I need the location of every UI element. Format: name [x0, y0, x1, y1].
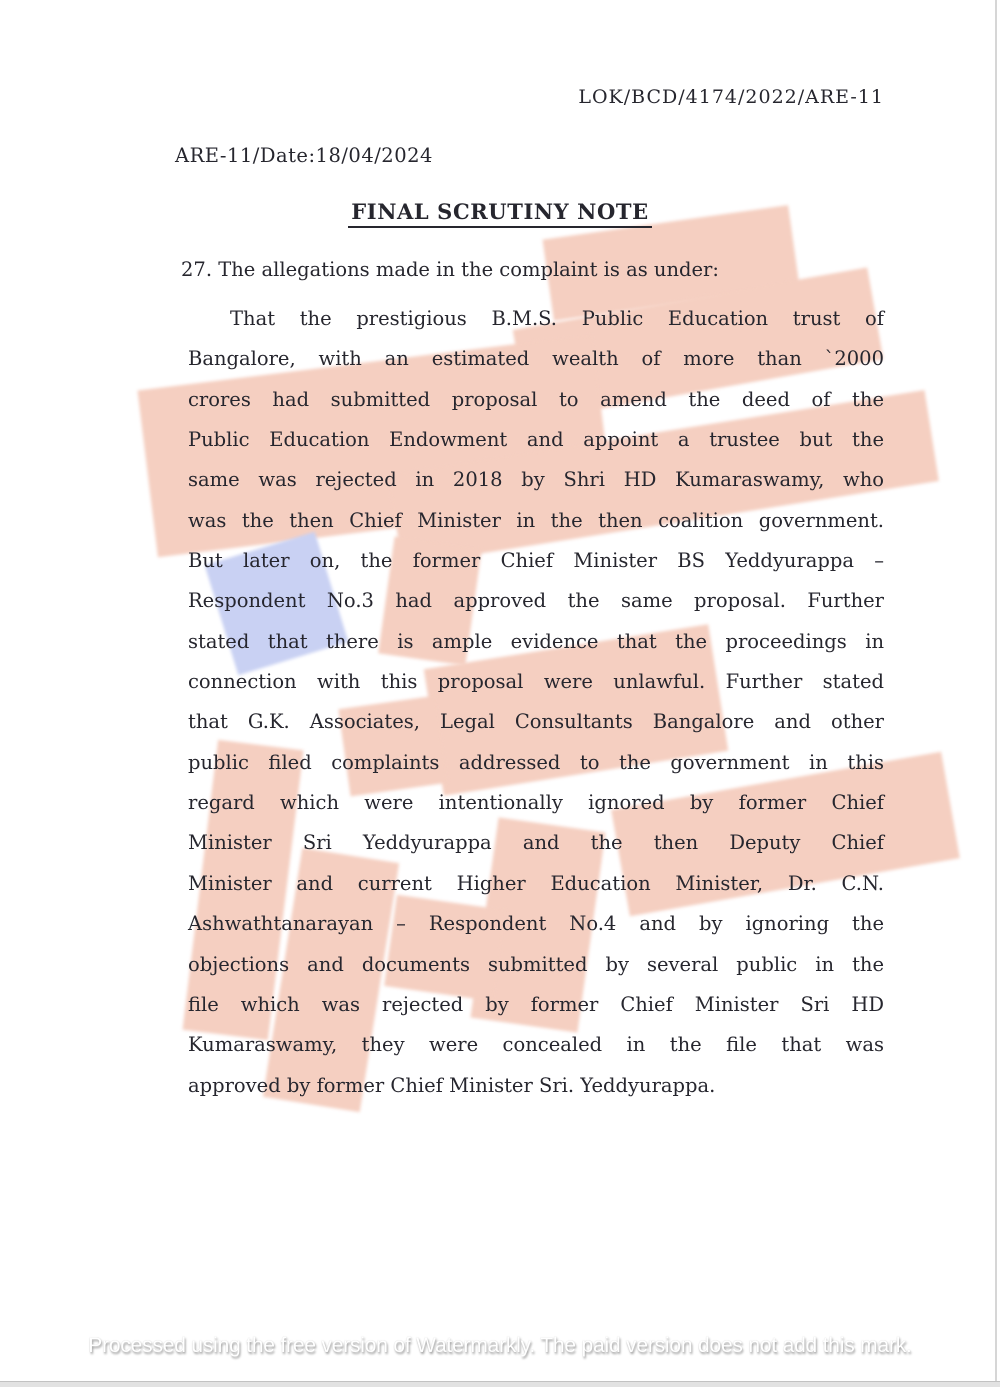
body-line: that G.K. Associates, Legal Consultants Bangalore and other [188, 710, 884, 734]
body-line: Minister Sri Yeddyurappa and the then Deputy Chief [188, 831, 884, 855]
body-line: objections and documents submitted by several public in the [188, 952, 884, 976]
page-right-border [995, 0, 997, 1387]
body-line: regard which were intentionally ignored by former Chief [188, 791, 884, 815]
body-line: Public Education Endowment and appoint a trustee but the [188, 428, 884, 452]
page-title-text: FINAL SCRUTINY NOTE [348, 199, 651, 228]
body-line: public filed complaints addressed to the government in this [188, 750, 884, 774]
body-line: file which was rejected by former Chief Minister Sri HD [188, 992, 884, 1016]
body-line: crores had submitted proposal to amend the deed of the [188, 387, 884, 411]
page-title [0, 199, 1000, 228]
body-line: stated that there is ample evidence that the proceedings in [188, 629, 884, 653]
body-line: But later on, the former Chief Minister BS Yeddyurappa – [188, 549, 884, 573]
body-line: same was rejected in 2018 by Shri HD Kumaraswamy, who [188, 468, 884, 492]
body-line: Minister and current Higher Education Minister, Dr. C.N. [188, 871, 884, 895]
body-line: That the prestigious B.M.S. Public Education trust of [230, 307, 884, 330]
paragraph-intro: 27. The allegations made in the complaint is as under: [181, 258, 719, 281]
page-bottom-bar [0, 1381, 1000, 1387]
body-line: was the then Chief Minister in the then coalition government. [188, 508, 884, 532]
allegation-paragraph [188, 299, 884, 1106]
body-line: approved by former Chief Minister Sri. Yeddyurappa. [188, 1073, 716, 1097]
watermarkly-footer-text: Processed using the free version of Watermarkly. The paid version does not add this mark. [88, 1334, 912, 1357]
reference-date-line: ARE-11/Date:18/04/2024 [175, 144, 433, 167]
body-line: Ashwathtanarayan – Respondent No.4 and by ignoring the [188, 912, 884, 936]
document-number: LOK/BCD/4174/2022/ARE-11 [578, 86, 884, 108]
body-line: connection with this proposal were unlawful. Further stated [188, 670, 884, 694]
body-line: Kumaraswamy, they were concealed in the file that was [188, 1033, 884, 1057]
body-line: Bangalore, with an estimated wealth of more than `2000 [188, 347, 884, 371]
body-line: Respondent No.3 had approved the same proposal. Further [188, 589, 884, 613]
